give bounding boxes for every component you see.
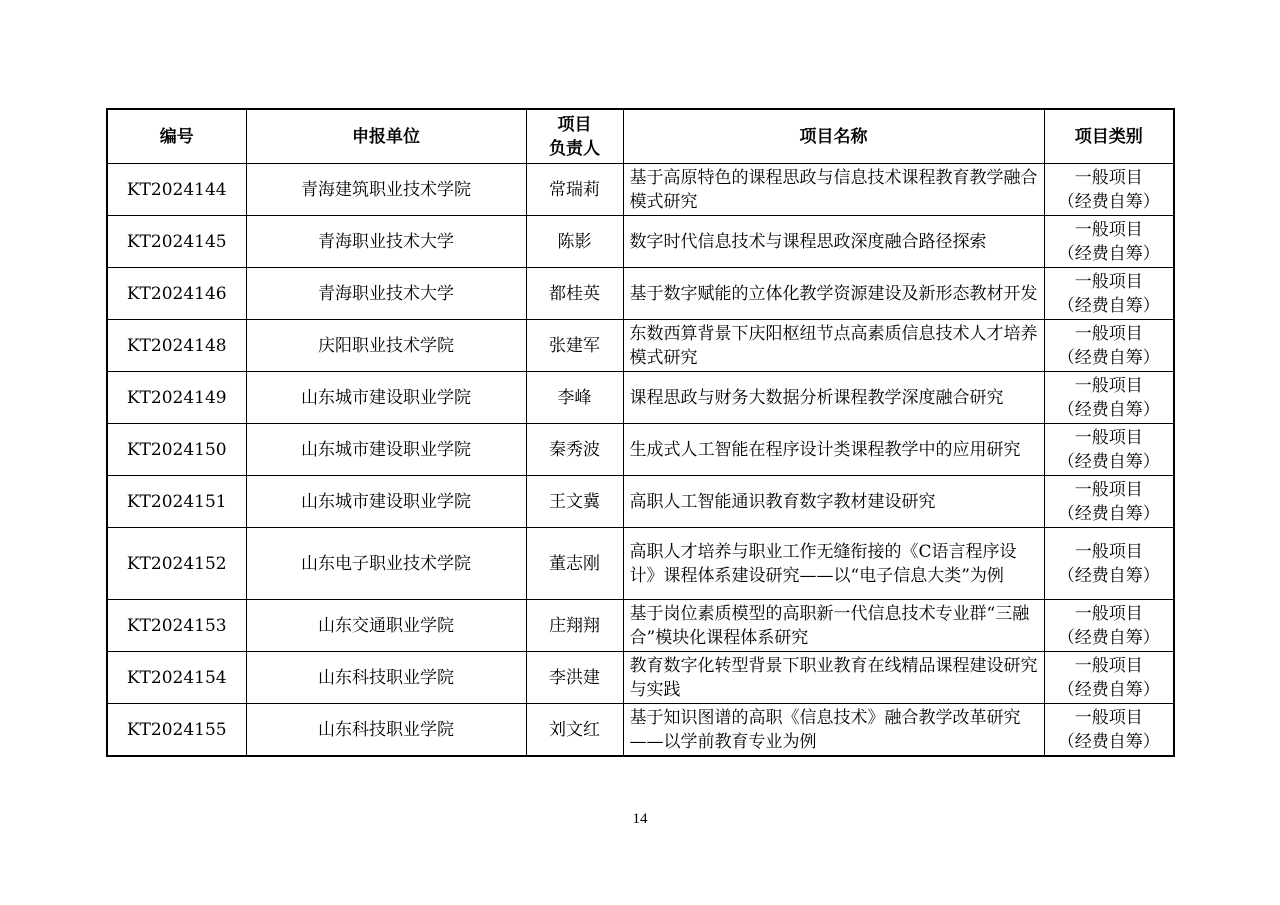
cell-project-name: 基于岗位素质模型的高职新一代信息技术专业群“三融合”模块化课程体系研究 — [623, 600, 1044, 652]
cell-type — [1044, 164, 1174, 216]
cell-unit: 青海建筑职业技术学院 — [246, 164, 526, 216]
cell-id: KT2024144 — [107, 164, 246, 216]
cell-unit: 山东交通职业学院 — [246, 600, 526, 652]
table-row — [107, 528, 1174, 600]
cell-project-name: 基于高原特色的课程思政与信息技术课程教育教学融合模式研究 — [623, 164, 1044, 216]
cell-unit: 山东城市建设职业学院 — [246, 372, 526, 424]
cell-type-line2: （经费自筹） — [1057, 679, 1160, 700]
cell-project-name: 基于数字赋能的立体化教学资源建设及新形态教材开发 — [623, 268, 1044, 320]
cell-type — [1044, 424, 1174, 476]
cell-type — [1044, 652, 1174, 704]
table-row — [107, 704, 1174, 757]
table-row — [107, 320, 1174, 372]
cell-unit: 青海职业技术大学 — [246, 216, 526, 268]
page-number: 14 — [632, 811, 648, 827]
cell-person: 庄翔翔 — [526, 600, 623, 652]
cell-type-line2: （经费自筹） — [1057, 243, 1160, 264]
cell-type-line1: 一般项目 — [1074, 603, 1143, 624]
table-row — [107, 372, 1174, 424]
cell-project-name: 基于知识图谱的高职《信息技术》融合教学改革研究——以学前教育专业为例 — [623, 704, 1044, 757]
cell-type-line2: （经费自筹） — [1057, 627, 1160, 648]
cell-person: 陈影 — [526, 216, 623, 268]
cell-type-line2: （经费自筹） — [1057, 295, 1160, 316]
header-person-line2: 负责人 — [549, 138, 600, 159]
cell-id: KT2024150 — [107, 424, 246, 476]
cell-person: 刘文红 — [526, 704, 623, 757]
cell-type-line2: （经费自筹） — [1057, 503, 1160, 524]
header-name: 项目名称 — [623, 109, 1044, 164]
cell-project-name: 生成式人工智能在程序设计类课程教学中的应用研究 — [623, 424, 1044, 476]
table-row — [107, 476, 1174, 528]
cell-project-name: 数字时代信息技术与课程思政深度融合路径探索 — [623, 216, 1044, 268]
table-row — [107, 216, 1174, 268]
table-header-row — [107, 109, 1174, 164]
cell-unit: 山东科技职业学院 — [246, 704, 526, 757]
cell-type-line2: （经费自筹） — [1057, 565, 1160, 586]
cell-project-name: 教育数字化转型背景下职业教育在线精品课程建设研究与实践 — [623, 652, 1044, 704]
cell-unit: 庆阳职业技术学院 — [246, 320, 526, 372]
cell-type — [1044, 320, 1174, 372]
cell-type-line2: （经费自筹） — [1057, 399, 1160, 420]
project-table-container — [106, 108, 1173, 757]
cell-id: KT2024145 — [107, 216, 246, 268]
cell-id: KT2024155 — [107, 704, 246, 757]
cell-person: 常瑞莉 — [526, 164, 623, 216]
cell-person: 李洪建 — [526, 652, 623, 704]
cell-id: KT2024153 — [107, 600, 246, 652]
cell-project-name: 高职人工智能通识教育数字教材建设研究 — [623, 476, 1044, 528]
table-row — [107, 164, 1174, 216]
cell-id: KT2024151 — [107, 476, 246, 528]
cell-type — [1044, 600, 1174, 652]
cell-person: 都桂英 — [526, 268, 623, 320]
cell-unit: 山东电子职业技术学院 — [246, 528, 526, 600]
cell-type — [1044, 216, 1174, 268]
project-table — [106, 108, 1175, 757]
cell-type-line1: 一般项目 — [1074, 375, 1143, 396]
cell-type-line2: （经费自筹） — [1057, 731, 1160, 752]
cell-type-line2: （经费自筹） — [1057, 451, 1160, 472]
cell-unit: 山东城市建设职业学院 — [246, 424, 526, 476]
cell-id: KT2024149 — [107, 372, 246, 424]
cell-unit: 山东城市建设职业学院 — [246, 476, 526, 528]
cell-person: 张建军 — [526, 320, 623, 372]
cell-person: 董志刚 — [526, 528, 623, 600]
cell-type — [1044, 372, 1174, 424]
cell-type-line2: （经费自筹） — [1057, 191, 1160, 212]
cell-id: KT2024146 — [107, 268, 246, 320]
cell-type-line1: 一般项目 — [1074, 271, 1143, 292]
cell-project-name: 东数西算背景下庆阳枢纽节点高素质信息技术人才培养模式研究 — [623, 320, 1044, 372]
cell-id: KT2024152 — [107, 528, 246, 600]
cell-person: 李峰 — [526, 372, 623, 424]
table-row — [107, 652, 1174, 704]
cell-unit: 山东科技职业学院 — [246, 652, 526, 704]
cell-id: KT2024148 — [107, 320, 246, 372]
table-row — [107, 600, 1174, 652]
cell-type — [1044, 476, 1174, 528]
cell-unit: 青海职业技术大学 — [246, 268, 526, 320]
cell-id: KT2024154 — [107, 652, 246, 704]
cell-type — [1044, 528, 1174, 600]
cell-type-line1: 一般项目 — [1074, 219, 1143, 240]
header-person — [526, 109, 623, 164]
cell-type-line1: 一般项目 — [1074, 323, 1143, 344]
header-type: 项目类别 — [1044, 109, 1174, 164]
header-unit: 申报单位 — [246, 109, 526, 164]
cell-person: 王文冀 — [526, 476, 623, 528]
cell-type-line1: 一般项目 — [1074, 655, 1143, 676]
cell-type — [1044, 268, 1174, 320]
header-id: 编号 — [107, 109, 246, 164]
header-person-line1: 项目 — [557, 114, 592, 135]
cell-type-line2: （经费自筹） — [1057, 347, 1160, 368]
cell-type-line1: 一般项目 — [1074, 707, 1143, 728]
table-row — [107, 268, 1174, 320]
table-row — [107, 424, 1174, 476]
cell-type-line1: 一般项目 — [1074, 541, 1143, 562]
cell-project-name: 课程思政与财务大数据分析课程教学深度融合研究 — [623, 372, 1044, 424]
cell-type-line1: 一般项目 — [1074, 167, 1143, 188]
cell-type-line1: 一般项目 — [1074, 427, 1143, 448]
cell-type-line1: 一般项目 — [1074, 479, 1143, 500]
cell-person: 秦秀波 — [526, 424, 623, 476]
cell-type — [1044, 704, 1174, 757]
cell-project-name: 高职人才培养与职业工作无缝衔接的《C语言程序设计》课程体系建设研究——以“电子信息大类”为例 — [623, 528, 1044, 600]
